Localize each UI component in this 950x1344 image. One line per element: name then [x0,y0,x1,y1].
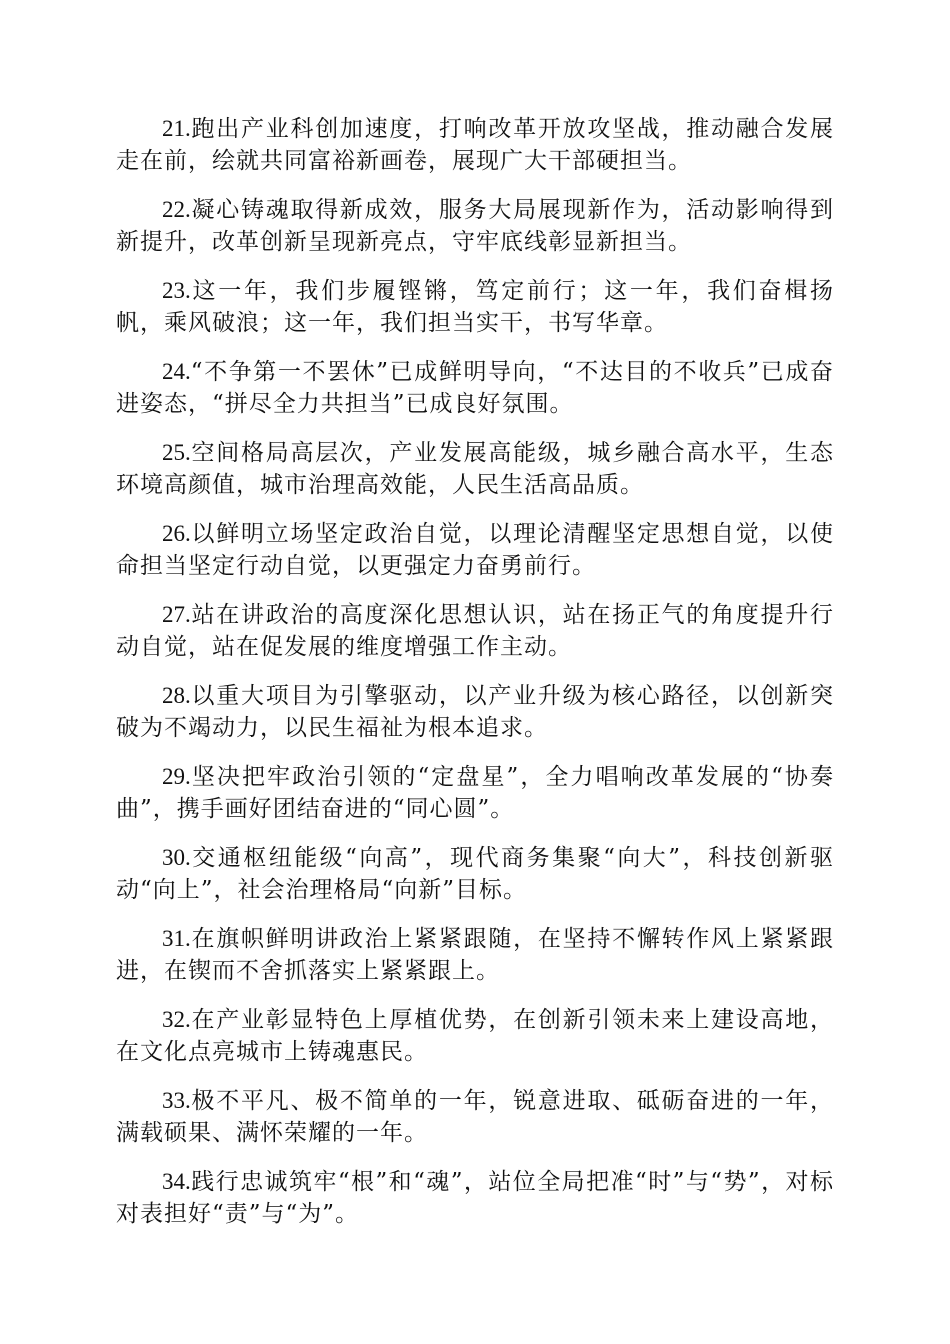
paragraph-number: 32. [162,1007,191,1032]
paragraph-34 [116,1166,834,1230]
paragraph-32 [116,1004,834,1068]
paragraph-text: 在产业彰显特色上厚植优势，在创新引领未来上建设高地，在文化点亮城市上铸魂惠民。 [116,1007,834,1065]
paragraph-text: 坚决把牢政治引领的“定盘星”，全力唱响改革发展的“协奏曲”，携手画好团结奋进的“同心圆”。 [116,764,834,822]
paragraph-number: 34. [162,1169,191,1194]
paragraph-text: “不争第一不罢休”已成鲜明导向，“不达目的不收兵”已成奋进姿态，“拼尽全力共担当”已成良好氛围。 [116,359,834,417]
paragraph-text: 在旗帜鲜明讲政治上紧紧跟随，在坚持不懈转作风上紧紧跟进，在锲而不舍抓落实上紧紧跟上。 [116,926,834,984]
paragraph-number: 21. [162,116,191,141]
paragraph-29 [116,761,834,825]
paragraph-text: 极不平凡、极不简单的一年，锐意进取、砥砺奋进的一年，满载硕果、满怀荣耀的一年。 [116,1088,834,1146]
paragraph-text: 交通枢纽能级“向高”，现代商务集聚“向大”，科技创新驱动“向上”，社会治理格局“向新”目标。 [116,845,834,903]
paragraph-number: 31. [162,926,191,951]
paragraph-28 [116,680,834,744]
paragraph-text: 站在讲政治的高度深化思想认识，站在扬正气的角度提升行动自觉，站在促发展的维度增强工作主动。 [116,602,834,660]
paragraph-number: 23. [162,278,191,303]
paragraph-33 [116,1085,834,1149]
paragraph-23 [116,275,834,339]
paragraph-number: 27. [162,602,191,627]
paragraph-31 [116,923,834,987]
paragraph-21 [116,113,834,177]
paragraph-25 [116,437,834,501]
paragraph-number: 28. [162,683,191,708]
paragraph-27 [116,599,834,663]
paragraph-text: 这一年，我们步履铿锵，笃定前行；这一年，我们奋楫扬帆，乘风破浪；这一年，我们担当实干，书写华章。 [116,278,834,336]
paragraph-number: 25. [162,440,191,465]
paragraph-number: 26. [162,521,191,546]
paragraph-22 [116,194,834,258]
paragraph-26 [116,518,834,582]
paragraph-text: 跑出产业科创加速度，打响改革开放攻坚战，推动融合发展走在前，绘就共同富裕新画卷，展现广大干部硬担当。 [116,116,834,174]
paragraph-text: 践行忠诚筑牢“根”和“魂”，站位全局把准“时”与“势”，对标对表担好“责”与“为”。 [116,1169,834,1227]
paragraph-text: 凝心铸魂取得新成效，服务大局展现新作为，活动影响得到新提升，改革创新呈现新亮点，守牢底线彰显新担当。 [116,197,834,255]
paragraph-24 [116,356,834,420]
paragraph-30 [116,842,834,906]
paragraph-number: 30. [162,845,191,870]
document-body [116,113,834,1247]
paragraph-number: 22. [162,197,191,222]
paragraph-text: 以重大项目为引擎驱动，以产业升级为核心路径，以创新突破为不竭动力，以民生福祉为根本追求。 [116,683,834,741]
paragraph-text: 以鲜明立场坚定政治自觉，以理论清醒坚定思想自觉，以使命担当坚定行动自觉，以更强定力奋勇前行。 [116,521,834,579]
paragraph-number: 24. [162,359,191,384]
paragraph-number: 29. [162,764,191,789]
paragraph-text: 空间格局高层次，产业发展高能级，城乡融合高水平，生态环境高颜值，城市治理高效能，人民生活高品质。 [116,440,834,498]
paragraph-number: 33. [162,1088,191,1113]
